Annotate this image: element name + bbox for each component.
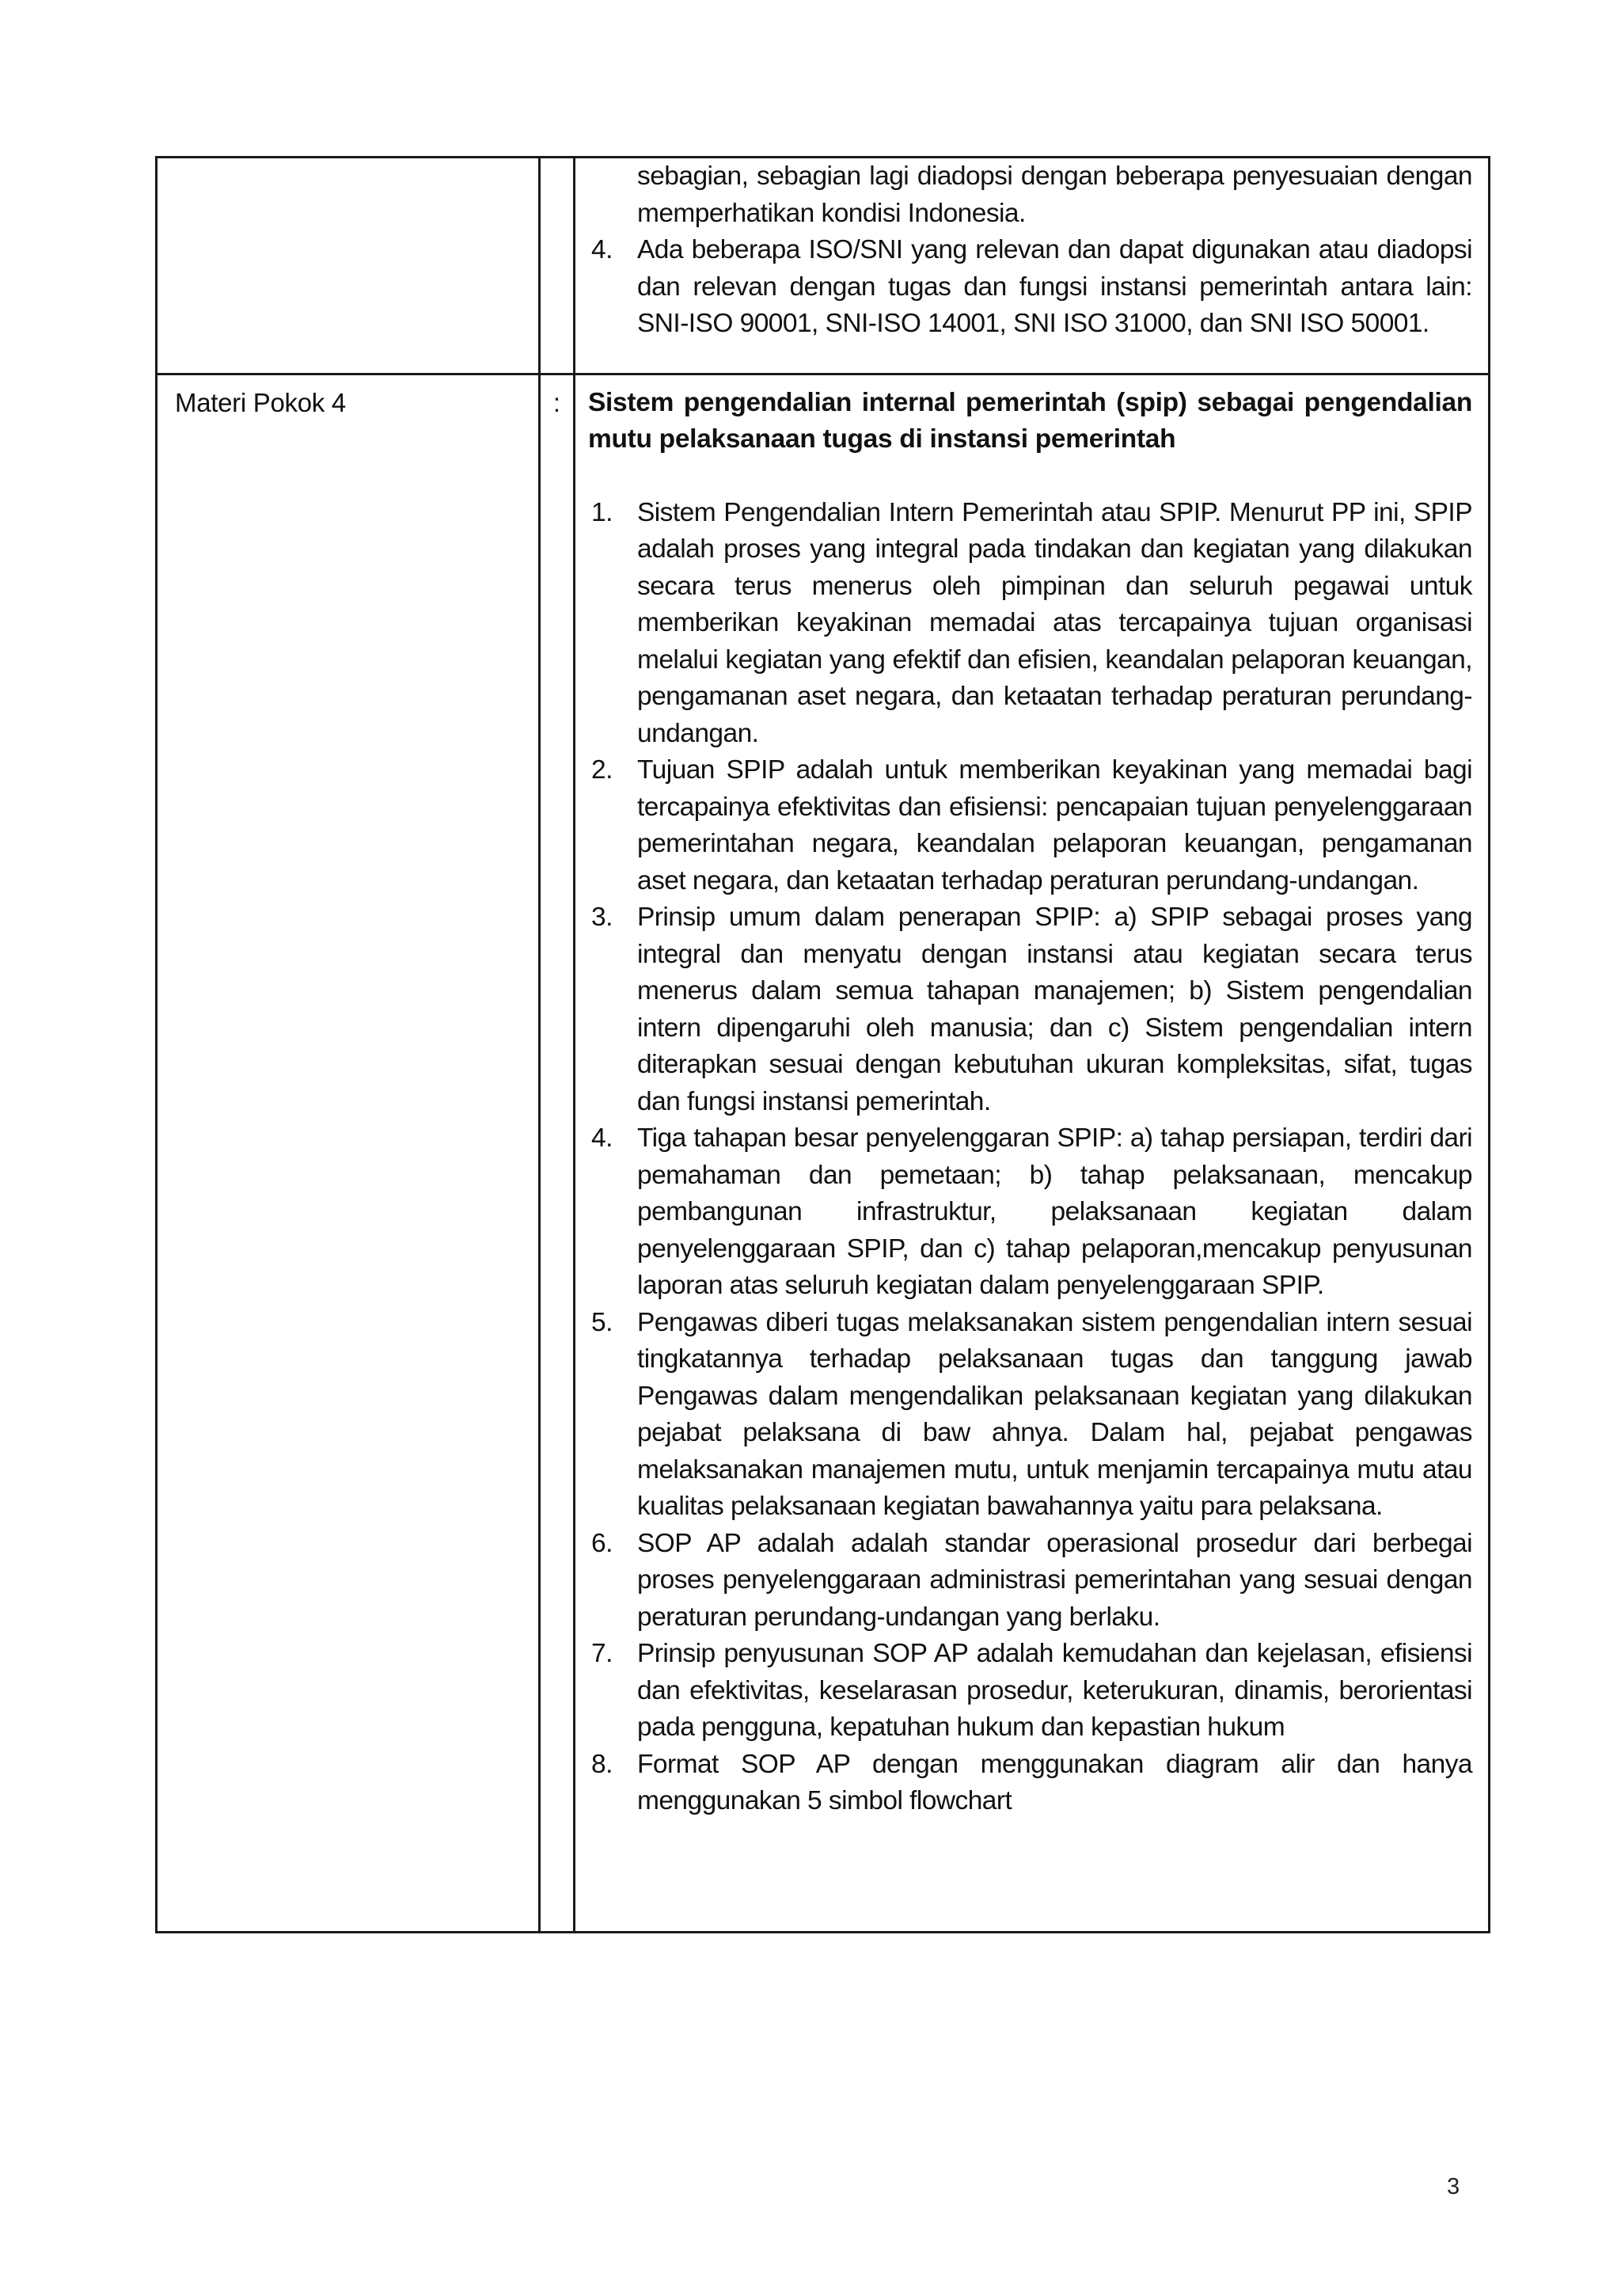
item-number: 8. [591, 1749, 613, 1779]
colon-cell [540, 374, 575, 1932]
item-text: Tujuan SPIP adalah untuk memberikan keyakinan yang memadai bagi tercapainya efektivitas dan efisiensi: pencapaian tujuan penyelenggaraan pemerintahan negara, keandalan pelaporan keuangan, pengamanan aset negara, dan ketaatan terhadap peraturan perundang-undangan. [637, 755, 1472, 895]
item-text: Format SOP AP dengan menggunakan diagram alir dan hanya menggunakan 5 simbol flowchart [637, 1749, 1472, 1815]
section-heading: Sistem pengendalian internal pemerintah (spip) sebagai pengendalian mutu pelaksanaan tugas di instansi pemerintah [588, 387, 1472, 454]
item-number: 5. [591, 1307, 613, 1337]
list-item [588, 1747, 1472, 1820]
label-cell [157, 374, 540, 1932]
row-colon: : [552, 387, 561, 417]
item-number: 4. [591, 1123, 613, 1153]
materi-table [155, 156, 1490, 1933]
item-list [588, 232, 1472, 343]
list-item [588, 752, 1472, 899]
content-cell [575, 374, 1490, 1932]
item-text: Sistem Pengendalian Intern Pemerintah atau SPIP. Menurut PP ini, SPIP adalah proses yang integral pada tindakan dan kegiatan yang dilakukan secara terus menerus oleh pimpinan dan seluruh pegawai untuk memberikan keyakinan memadai atas tercapainya tujuan organisasi melalui kegiatan yang efektif dan efisien, keandalan pelaporan keuangan, pengamanan aset negara, dan ketaatan terhadap peraturan perundang-undangan. [637, 497, 1472, 748]
item-number: 3. [591, 903, 613, 932]
item-number: 7. [591, 1639, 613, 1668]
table-row [157, 374, 1490, 1932]
list-item [588, 1305, 1472, 1526]
row-label [158, 158, 538, 168]
row-colon [541, 158, 573, 168]
item-text: Ada beberapa ISO/SNI yang relevan dan dapat digunakan atau diadopsi dan relevan dengan tugas dan fungsi instansi pemerintah antara lain: SNI-ISO 90001, SNI-ISO 14001, SNI ISO 31000, dan SNI ISO 50001. [637, 235, 1472, 338]
row-label: Materi Pokok 4 [175, 387, 346, 417]
list-item [588, 495, 1472, 753]
content-cell [575, 158, 1490, 374]
item-number: 1. [591, 497, 613, 527]
item-text: SOP AP adalah adalah standar operasional prosedur dari berbegai proses penyelenggaraan administrasi pemerintahan yang sesuai dengan peraturan perundang-undangan yang berlaku. [637, 1528, 1472, 1632]
continuation-text: sebagian, sebagian lagi diadopsi dengan beberapa penyesuaian dengan memperhatikan kondisi Indonesia. [637, 162, 1472, 228]
list-item [588, 899, 1472, 1120]
item-list [588, 495, 1472, 1820]
page-number: 3 [1447, 2174, 1460, 2199]
item-text: Tiga tahapan besar penyelenggaran SPIP: a) tahap persiapan, terdiri dari pemahaman dan pemetaan; b) tahap pelaksanaan, mencakup pembangunan infrastruktur, pelaksanaan kegiatan dalam penyelenggaraan SPIP, dan c) tahap pelaporan,mencakup penyusunan laporan atas seluruh kegiatan dalam penyelenggaraan SPIP. [637, 1123, 1472, 1300]
item-text: Pengawas diberi tugas melaksanakan sistem pengendalian intern sesuai tingkatannya terhadap pelaksanaan tugas dan tanggung jawab Pengawas dalam mengendalikan pelaksanaan kegiatan yang dilakukan pejabat pelaksana di baw ahnya. Dalam hal, pejabat pengawas melaksanakan manajemen mutu, untuk menjamin tercapainya mutu atau kualitas pelaksanaan kegiatan bawahannya yaitu para pelaksana. [637, 1307, 1472, 1521]
list-item [588, 232, 1472, 343]
list-item [588, 1636, 1472, 1747]
colon-cell [540, 158, 575, 374]
item-number: 4. [591, 235, 613, 264]
list-item [588, 1526, 1472, 1636]
table-row [157, 158, 1490, 374]
item-number: 2. [591, 755, 613, 785]
item-text: Prinsip penyusunan SOP AP adalah kemudahan dan kejelasan, efisiensi dan efektivitas, keselarasan prosedur, keterukuran, dinamis, berorientasi pada pengguna, kepatuhan hukum dan kepastian hukum [637, 1639, 1472, 1742]
label-cell [157, 158, 540, 374]
item-number: 6. [591, 1528, 613, 1558]
item-text: Prinsip umum dalam penerapan SPIP: a) SPIP sebagai proses yang integral dan menyatu dengan instansi atau kegiatan secara terus menerus dalam semua tahapan manajemen; b) Sistem pengendalian intern dipengaruhi oleh manusia; dan c) Sistem pengendalian intern diterapkan sesuai dengan kebutuhan ukuran kompleksitas, sifat, tugas dan fungsi instansi pemerintah. [637, 903, 1472, 1116]
list-item [588, 1120, 1472, 1305]
